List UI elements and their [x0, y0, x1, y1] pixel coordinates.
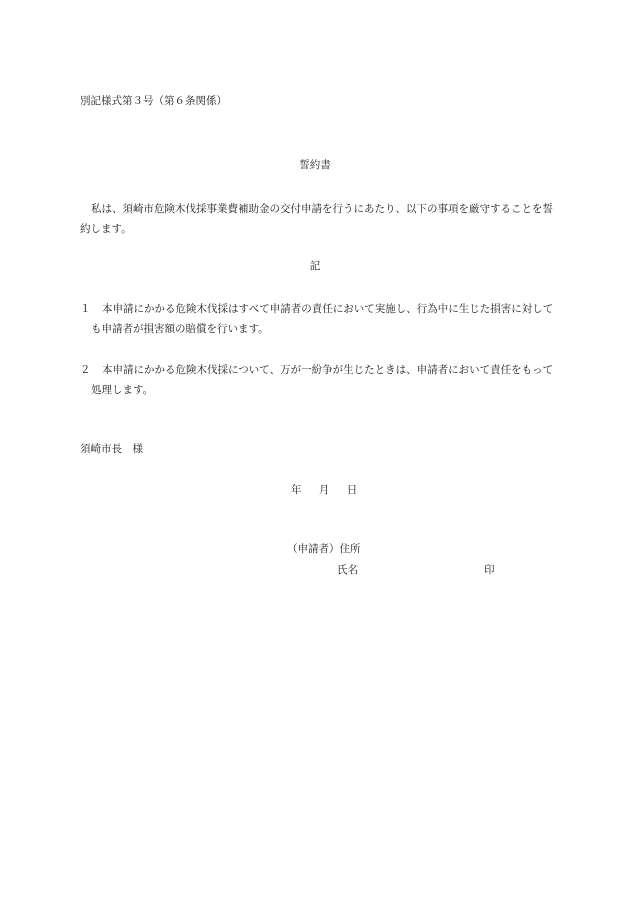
applicant-name-label: 氏名 — [337, 564, 358, 576]
seal-mark: 印 — [484, 564, 495, 576]
list-item — [80, 360, 560, 400]
ki-heading: 記 — [309, 260, 321, 272]
item-text: 本申請にかかる危険木伐採はすべて申請者の責任において実施し、行為中に生じた損害に対しても申請者が損害額の賠償を行います。 — [91, 303, 554, 335]
list-item — [80, 299, 560, 339]
item-number: ２ — [80, 364, 91, 376]
date-month: 月 — [318, 484, 330, 496]
item-number: １ — [80, 303, 91, 315]
form-label: 別記様式第３号（第６条関係） — [80, 95, 227, 107]
addressee: 須崎市長 様 — [80, 443, 143, 455]
date-day: 日 — [346, 484, 358, 496]
document-title: 誓約書 — [299, 159, 331, 171]
date-year: 年 — [291, 484, 302, 496]
applicant-address-label: （申請者）住所 — [287, 543, 361, 555]
item-text: 本申請にかかる危険木伐採について、万が一紛争が生じたときは、申請者において責任をもって処理します。 — [91, 364, 554, 396]
intro-paragraph: 私は、須崎市危険木伐採事業費補助金の交付申請を行うにあたり、以下の事項を厳守することを誓約します。 — [80, 203, 553, 235]
date-line — [291, 485, 371, 496]
